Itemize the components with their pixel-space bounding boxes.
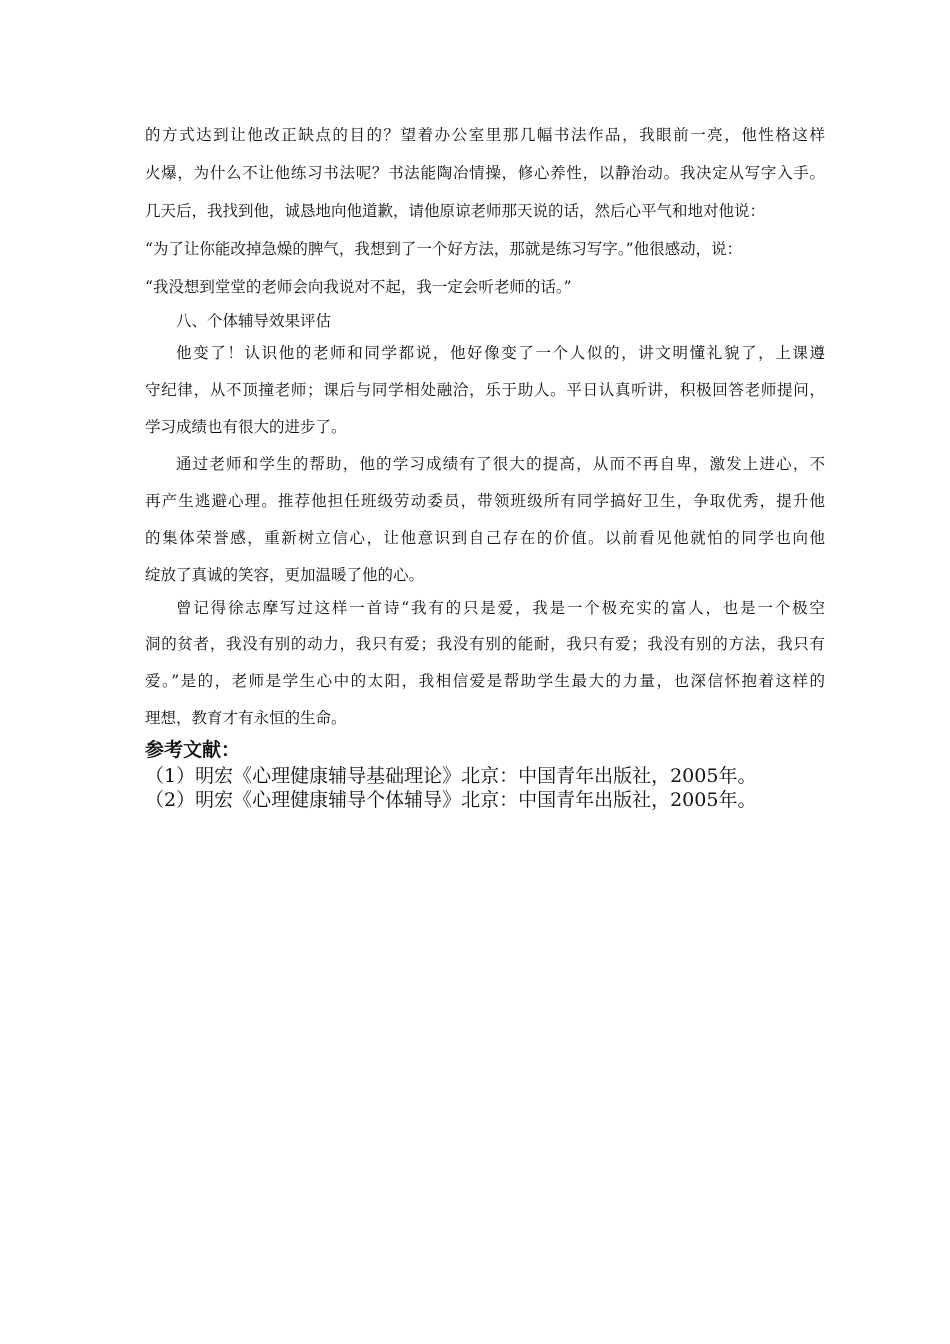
paragraph-1-line-5: “我没想到堂堂的老师会向我说对不起，我一定会听老师的话。” xyxy=(145,278,572,296)
paragraph-3-line-3: 的集体荣誉感，重新树立信心，让他意识到自己存在的价值。以前看见他就怕的同学也向他 xyxy=(145,529,825,547)
paragraph-1-line-2: 火爆，为什么不让他练习书法呢？书法能陶冶情操，修心养性，以静治动。我决定从写字入手。 xyxy=(145,164,825,182)
paragraph-4-line-1: 曾记得徐志摩写过这样一首诗“我有的只是爱，我是一个极充实的富人，也是一个极空 xyxy=(176,599,825,617)
paragraph-3-line-1: 通过老师和学生的帮助，他的学习成绩有了很大的提高，从而不再自卑，激发上进心，不 xyxy=(176,455,825,473)
paragraph-1-line-4: “为了让你能改掉急燥的脾气，我想到了一个好方法，那就是练习写字。”他很感动，说： xyxy=(145,240,743,258)
reference-item: （1）明宏《心理健康辅导基础理论》北京：中国青年出版社，2005年。 xyxy=(145,765,757,787)
paragraph-1-line-3: 几天后，我找到他，诚恳地向他道歉，请他原谅老师那天说的话，然后心平气和地对他说： xyxy=(145,202,766,220)
paragraph-4-line-2: 洞的贫者，我没有别的动力，我只有爱；我没有别的能耐，我只有爱；我没有别的方法，我只有 xyxy=(145,635,825,653)
paragraph-3-line-2: 再产生逃避心理。推荐他担任班级劳动委员，带领班级所有同学搞好卫生，争取优秀，提升他 xyxy=(145,492,825,510)
paragraph-2-line-3: 学习成绩也有很大的进步了。 xyxy=(145,418,347,436)
reference-item: （2）明宏《心理健康辅导个体辅导》北京：中国青年出版社，2005年。 xyxy=(145,789,757,811)
paragraph-2-line-2: 守纪律，从不顶撞老师；课后与同学相处融洽，乐于助人。平日认真听讲，积极回答老师提问， xyxy=(145,381,825,399)
references-title: 参考文献： xyxy=(145,739,241,761)
section-heading-8: 八、个体辅导效果评估 xyxy=(176,312,332,330)
paragraph-2-line-1: 他变了！认识他的老师和同学都说，他好像变了一个人似的，讲文明懂礼貌了，上课遵 xyxy=(176,344,825,362)
paragraph-1-line-1: 的方式达到让他改正缺点的目的？望着办公室里那几幅书法作品，我眼前一亮，他性格这样 xyxy=(145,126,825,144)
paragraph-4-line-3: 爱。”是的，老师是学生心中的太阳，我相信爱是帮助学生最大的力量，也深信怀抱着这样的 xyxy=(145,672,825,690)
paragraph-4-line-4: 理想，教育才有永恒的生命。 xyxy=(145,709,347,727)
paragraph-3-line-4: 绽放了真诚的笑容，更加温暖了他的心。 xyxy=(145,566,425,584)
